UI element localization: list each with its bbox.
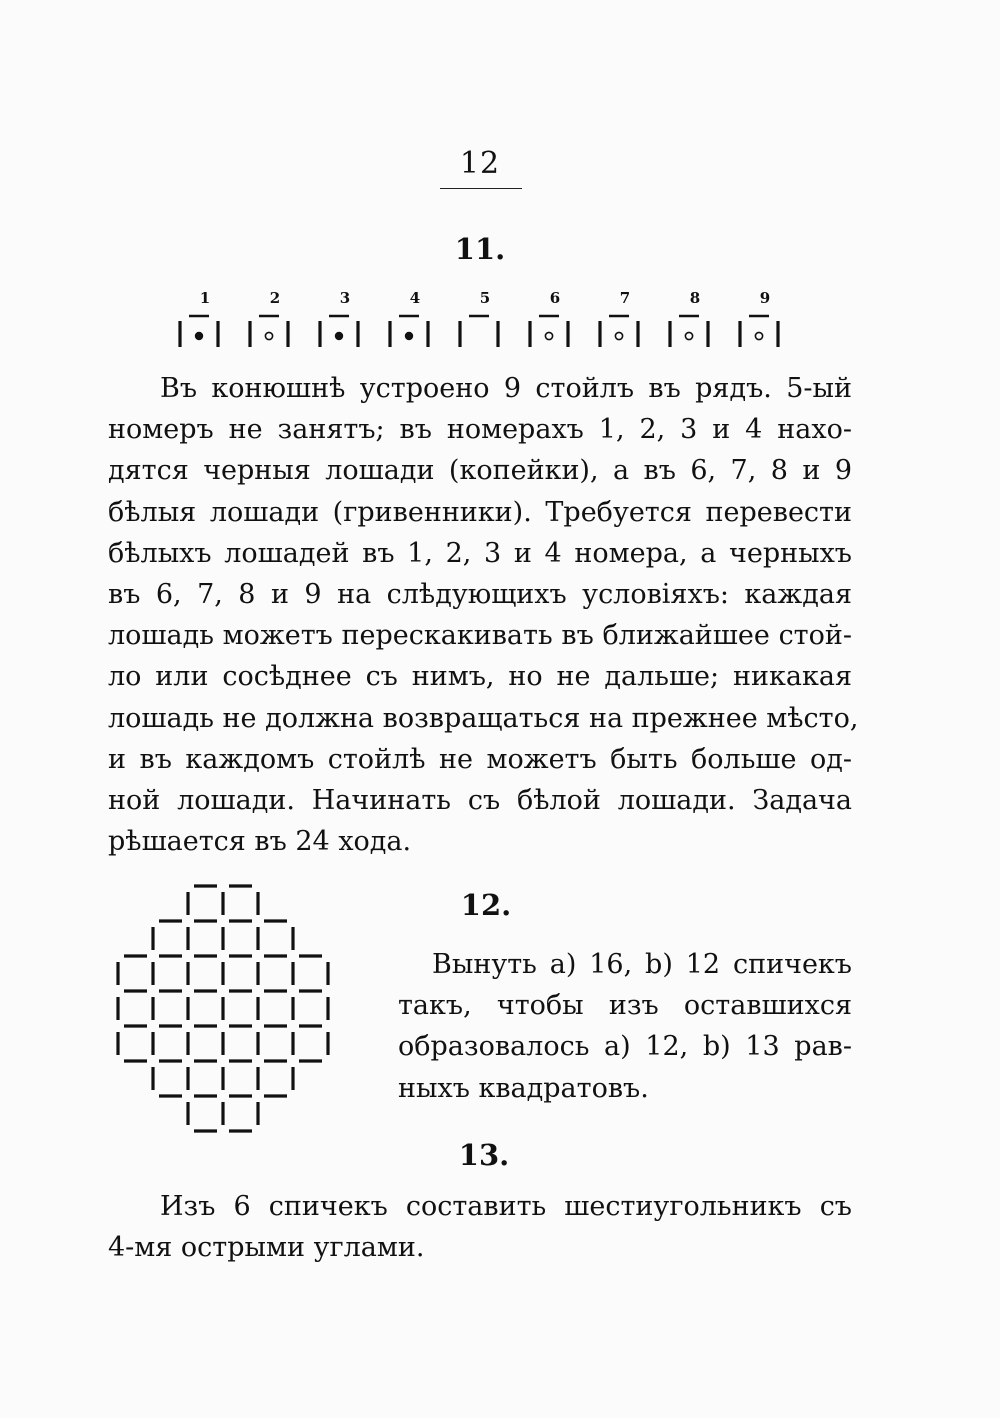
problem-12-number: 12. [460, 888, 512, 922]
problem-11-number: 11. [454, 232, 506, 266]
stall-7 [600, 316, 638, 347]
problem-11-line: ло или сосѣднее съ нимъ, но не дальше; никакая [108, 661, 852, 693]
problem-11-line: ной лошади. Начинать съ бѣлой лошади. Задача [108, 784, 852, 816]
problem-11-text [108, 368, 859, 862]
black-horse-icon [195, 332, 203, 340]
stall-1 [180, 316, 218, 347]
problem-13-line: Изъ 6 спичекъ составить шестиугольникъ съ [160, 1191, 852, 1222]
page-number-rule [440, 188, 522, 189]
stall-label: 9 [759, 289, 771, 307]
stall-2 [250, 316, 288, 347]
white-horse-icon [615, 332, 622, 339]
problem-11-line: въ 6, 7, 8 и 9 на слѣдующихъ условіяхъ: каждая [108, 578, 852, 610]
stall-5 [460, 316, 498, 347]
problem-12-text [398, 944, 852, 1109]
stall-label: 7 [619, 289, 631, 307]
problem-12-line: Вынуть a) 16, b) 12 спичекъ [432, 949, 852, 980]
problem-12-line: такъ, чтобы изъ оставшихся [398, 990, 852, 1022]
white-horse-icon [685, 332, 692, 339]
problem-13-number: 13. [458, 1138, 510, 1172]
stall-label: 2 [269, 289, 281, 307]
page-number: 12 [459, 146, 501, 181]
problem-11-line: бѣлыхъ лошадей въ 1, 2, 3 и 4 номера, а черныхъ [108, 537, 852, 569]
stall-4 [390, 316, 428, 347]
problem-11-line: Въ конюшнѣ устроено 9 стойлъ въ рядъ. 5-ый [160, 373, 852, 404]
stall-label: 6 [549, 289, 561, 307]
black-horse-icon [335, 332, 343, 340]
stall-label: 1 [199, 289, 211, 307]
stall-label: 4 [409, 289, 421, 307]
problem-13-line: 4-мя острыми углами. [108, 1232, 425, 1264]
stall-label: 8 [689, 289, 701, 307]
white-horse-icon [545, 332, 552, 339]
problem-11-line: лошадь не должна возвращаться на прежнее мѣсто, [108, 702, 859, 734]
black-horse-icon [405, 332, 413, 340]
stall-3 [320, 316, 358, 347]
problem-11-line: бѣлыя лошади (гривенники). Требуется перевести [108, 496, 852, 528]
stall-6 [530, 316, 568, 347]
problem-11-line: рѣшается въ 24 хода. [108, 826, 412, 858]
problem-12-line: образовалось a) 12, b) 13 рав- [398, 1031, 852, 1063]
problem-12-line: ныхъ квадратовъ. [398, 1072, 649, 1104]
problem-11-line: дятся черныя лошади (копейки), а въ 6, 7, 8 и 9 [108, 455, 852, 487]
problem-13-text [108, 1186, 852, 1268]
stall-8 [670, 316, 708, 347]
white-horse-icon [265, 332, 272, 339]
problem-11-line: и въ каждомъ стойлѣ не можетъ быть больше од- [108, 743, 852, 775]
stall-9 [740, 316, 778, 347]
stall-label: 5 [479, 289, 491, 307]
problem-11-line: лошадь можетъ перескакивать въ ближайшее стой- [108, 620, 852, 652]
white-horse-icon [755, 332, 762, 339]
problem-11-line: номеръ не занятъ; въ номерахъ 1, 2, 3 и 4 нахо- [108, 414, 852, 446]
stall-label: 3 [339, 289, 351, 307]
